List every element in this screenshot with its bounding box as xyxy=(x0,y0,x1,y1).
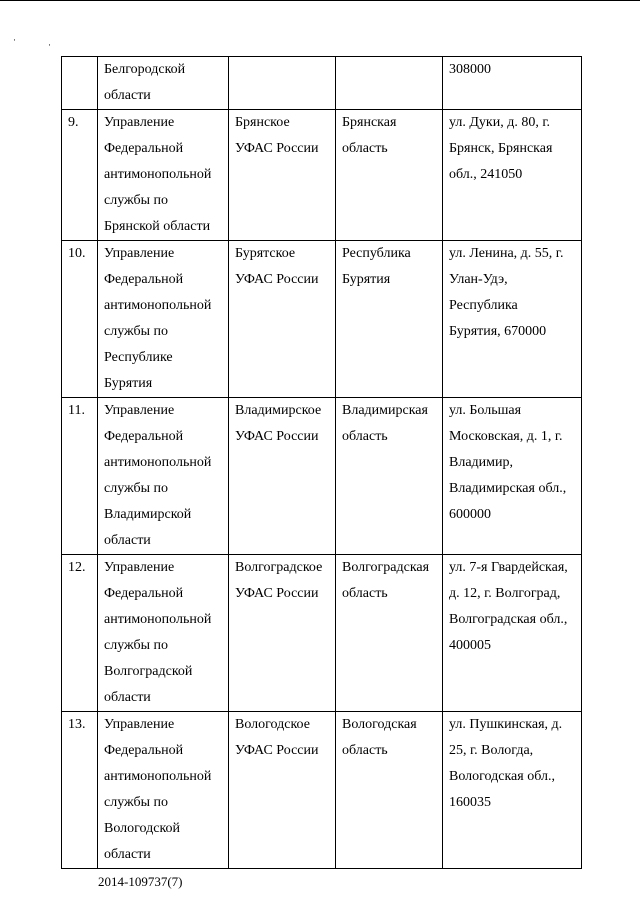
office-full-name-line: Федеральной xyxy=(104,141,184,156)
office-address-line: 600000 xyxy=(449,507,491,522)
office-full-name-line: Волгоградской xyxy=(104,664,193,679)
office-address-cell xyxy=(443,555,582,712)
office-address-line: Улан-Удэ, xyxy=(449,272,508,287)
table-row xyxy=(62,57,582,110)
office-full-name-cell xyxy=(98,57,229,110)
office-short-name-line: Брянское xyxy=(235,115,290,130)
office-full-name-line: службы по xyxy=(104,193,169,208)
office-address-cell xyxy=(443,241,582,398)
office-short-name-line: УФАС России xyxy=(235,141,319,156)
office-full-name-line: антимонопольной xyxy=(104,612,212,627)
office-address-line: Брянск, Брянская xyxy=(449,141,553,156)
office-address-line: ул. Ленина, д. 55, г. xyxy=(449,246,564,261)
row-number: 13. xyxy=(68,717,86,732)
office-address-line: д. 12, г. Волгоград, xyxy=(449,586,561,601)
region-name-line: область xyxy=(342,586,388,601)
office-address-line: ул. 7-я Гвардейская, xyxy=(449,560,568,575)
region-name-line: Республика xyxy=(342,246,411,261)
office-full-name-line: Федеральной xyxy=(104,429,184,444)
office-full-name-cell xyxy=(98,241,229,398)
region-name-cell xyxy=(336,57,443,110)
row-number-cell xyxy=(62,110,98,241)
office-full-name-cell xyxy=(98,555,229,712)
office-full-name-cell xyxy=(98,712,229,869)
row-number: 10. xyxy=(68,246,86,261)
office-full-name-line: службы по xyxy=(104,638,169,653)
office-short-name-line: Волгоградское xyxy=(235,560,323,575)
office-full-name-line: области xyxy=(104,690,151,705)
office-address-line: 25, г. Вологда, xyxy=(449,743,534,758)
office-full-name-line: Управление xyxy=(104,717,175,732)
table-row xyxy=(62,110,582,241)
office-full-name-line: службы по xyxy=(104,795,169,810)
row-number: 11. xyxy=(68,403,85,418)
office-full-name-line: службы по xyxy=(104,481,169,496)
office-address-line: Вологодская обл., xyxy=(449,769,555,784)
region-name-line: Бурятия xyxy=(342,272,391,287)
office-full-name-line: Бурятия xyxy=(104,376,153,391)
row-number-cell xyxy=(62,57,98,110)
office-address-cell xyxy=(443,57,582,110)
region-name-line: Волгоградская xyxy=(342,560,430,575)
document-number: 2014-109737(7) xyxy=(98,874,183,889)
office-address-line: ул. Пушкинская, д. xyxy=(449,717,563,732)
region-name-line: область xyxy=(342,429,388,444)
office-address-line: Бурятия, 670000 xyxy=(449,324,547,339)
office-short-name-line: УФАС России xyxy=(235,743,319,758)
region-name-line: Вологодская xyxy=(342,717,417,732)
region-name-line: Владимирская xyxy=(342,403,428,418)
office-full-name-line: антимонопольной xyxy=(104,455,212,470)
office-full-name-line: области xyxy=(104,847,151,862)
office-short-name-line: Владимирское xyxy=(235,403,322,418)
office-full-name-line: Федеральной xyxy=(104,586,184,601)
table-row xyxy=(62,241,582,398)
office-address-line: Владимир, xyxy=(449,455,514,470)
office-short-name-line: Бурятское xyxy=(235,246,296,261)
office-full-name-line: Владимирской xyxy=(104,507,192,522)
table-row xyxy=(62,712,582,869)
office-short-name-line: УФАС России xyxy=(235,272,319,287)
office-address-cell xyxy=(443,110,582,241)
office-full-name-line: Вологодской xyxy=(104,821,181,836)
region-name-cell xyxy=(336,241,443,398)
office-address-line: ул. Дуки, д. 80, г. xyxy=(449,115,551,130)
region-name-line: Брянская xyxy=(342,115,397,130)
office-full-name-line: Управление xyxy=(104,403,175,418)
row-number: 9. xyxy=(68,115,79,130)
office-address-line: Московская, д. 1, г. xyxy=(449,429,563,444)
row-number-cell xyxy=(62,555,98,712)
office-full-name-line: Управление xyxy=(104,246,175,261)
office-full-name-cell xyxy=(98,398,229,555)
office-address-line: Волгоградская обл., xyxy=(449,612,568,627)
office-address-line: Владимирская обл., xyxy=(449,481,567,496)
region-name-line: область xyxy=(342,141,388,156)
office-address-line: Республика xyxy=(449,298,518,313)
table-row xyxy=(62,555,582,712)
office-short-name-line: УФАС России xyxy=(235,429,319,444)
office-short-name-cell xyxy=(229,398,336,555)
office-address-line: обл., 241050 xyxy=(449,167,523,182)
office-short-name-cell xyxy=(229,241,336,398)
scan-speck: · xyxy=(48,40,51,50)
office-full-name-line: антимонопольной xyxy=(104,298,212,313)
office-full-name-line: области xyxy=(104,533,151,548)
office-full-name-line: Федеральной xyxy=(104,743,184,758)
office-full-name-line: антимонопольной xyxy=(104,167,212,182)
office-full-name-line: службы по xyxy=(104,324,169,339)
office-full-name-cell xyxy=(98,110,229,241)
office-address-line: 308000 xyxy=(449,62,491,77)
office-address-cell xyxy=(443,398,582,555)
region-name-cell xyxy=(336,712,443,869)
office-short-name-cell xyxy=(229,555,336,712)
office-short-name-line: Вологодское xyxy=(235,717,310,732)
office-short-name-cell xyxy=(229,712,336,869)
office-address-line: ул. Большая xyxy=(449,403,522,418)
office-full-name-line: антимонопольной xyxy=(104,769,212,784)
row-number-cell xyxy=(62,712,98,869)
row-number-cell xyxy=(62,398,98,555)
region-name-cell xyxy=(336,555,443,712)
ufas-offices-table xyxy=(61,56,582,869)
top-edge-line xyxy=(0,0,640,1)
region-name-cell xyxy=(336,398,443,555)
office-short-name-cell xyxy=(229,57,336,110)
scan-speck: · xyxy=(13,35,16,45)
office-address-line: 160035 xyxy=(449,795,491,810)
row-number-cell xyxy=(62,241,98,398)
office-address-cell xyxy=(443,712,582,869)
office-short-name-cell xyxy=(229,110,336,241)
row-number: 12. xyxy=(68,560,86,575)
region-name-cell xyxy=(336,110,443,241)
office-address-line: 400005 xyxy=(449,638,491,653)
office-full-name-line: Брянской области xyxy=(104,219,211,234)
office-full-name-line: Управление xyxy=(104,560,175,575)
office-full-name-line: области xyxy=(104,88,151,103)
region-name-line: область xyxy=(342,743,388,758)
office-short-name-line: УФАС России xyxy=(235,586,319,601)
table-row xyxy=(62,398,582,555)
office-full-name-line: Белгородской xyxy=(104,62,186,77)
office-full-name-line: Республике xyxy=(104,350,173,365)
office-full-name-line: Управление xyxy=(104,115,175,130)
office-full-name-line: Федеральной xyxy=(104,272,184,287)
